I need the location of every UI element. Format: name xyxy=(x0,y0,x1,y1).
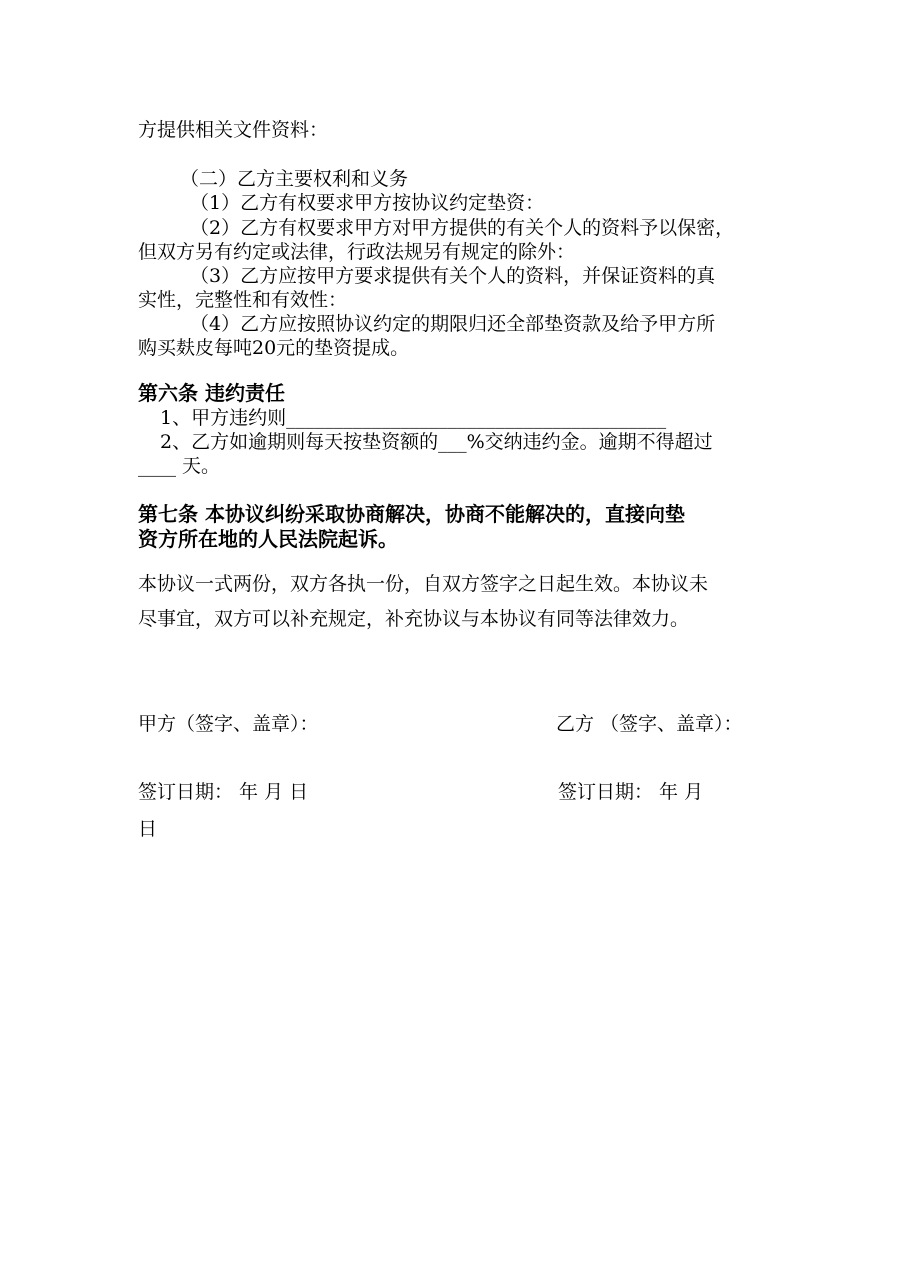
article-7-title-line-2: 资方所在地的人民法院起诉。 xyxy=(138,527,398,551)
party-b-sign-date: 签订日期： 年 月 xyxy=(558,781,704,803)
party-b-sign-date-day: 日 xyxy=(138,818,158,840)
section-two-item-2-line-1: （2）乙方有权要求甲方对甲方提供的有关个人的资料予以保密， xyxy=(190,217,735,239)
article-6-item-1: 1、甲方违约则________________________________________ xyxy=(160,407,667,429)
article-7-title-line-1: 第七条 本协议纠纷采取协商解决，协商不能解决的，直接向垫 xyxy=(138,502,685,526)
section-two-title: （二）乙方主要权利和义务 xyxy=(180,168,409,190)
closing-line-2: 尽事宜，双方可以补充规定，补充协议与本协议有同等法律效力。 xyxy=(138,608,690,630)
continuation-line: 方提供相关文件资料： xyxy=(138,119,329,141)
section-two-item-2-line-2: 但双方另有约定或法律，行政法规另有规定的除外： xyxy=(138,241,576,263)
section-two-item-3-line-2: 实性，完整性和有效性： xyxy=(138,289,348,311)
party-a-sign-date: 签订日期： 年 月 日 xyxy=(138,781,309,803)
party-b-signature-label: 乙方 （签字、盖章）： xyxy=(556,713,743,735)
article-6-item-2-line-1: 2、乙方如逾期则每天按垫资额的___%交纳违约金。逾期不得超过 xyxy=(160,431,713,453)
article-6-title: 第六条 违约责任 xyxy=(138,381,285,405)
party-a-signature-label: 甲方（签字、盖章）： xyxy=(138,713,319,735)
section-two-item-4-line-2: 购买麸皮每吨20元的垫资提成。 xyxy=(138,337,410,359)
section-two-item-4-line-1: （4）乙方应按照协议约定的期限归还全部垫资款及给予甲方所 xyxy=(190,313,716,335)
article-6-item-2-line-2: ____ 天。 xyxy=(138,455,221,477)
section-two-item-3-line-1: （3）乙方应按甲方要求提供有关个人的资料，并保证资料的真 xyxy=(190,265,716,287)
section-two-item-1: （1）乙方有权要求甲方按协议约定垫资： xyxy=(190,192,545,214)
closing-line-1: 本协议一式两份，双方各执一份，自双方签字之日起生效。本协议未 xyxy=(138,573,709,595)
